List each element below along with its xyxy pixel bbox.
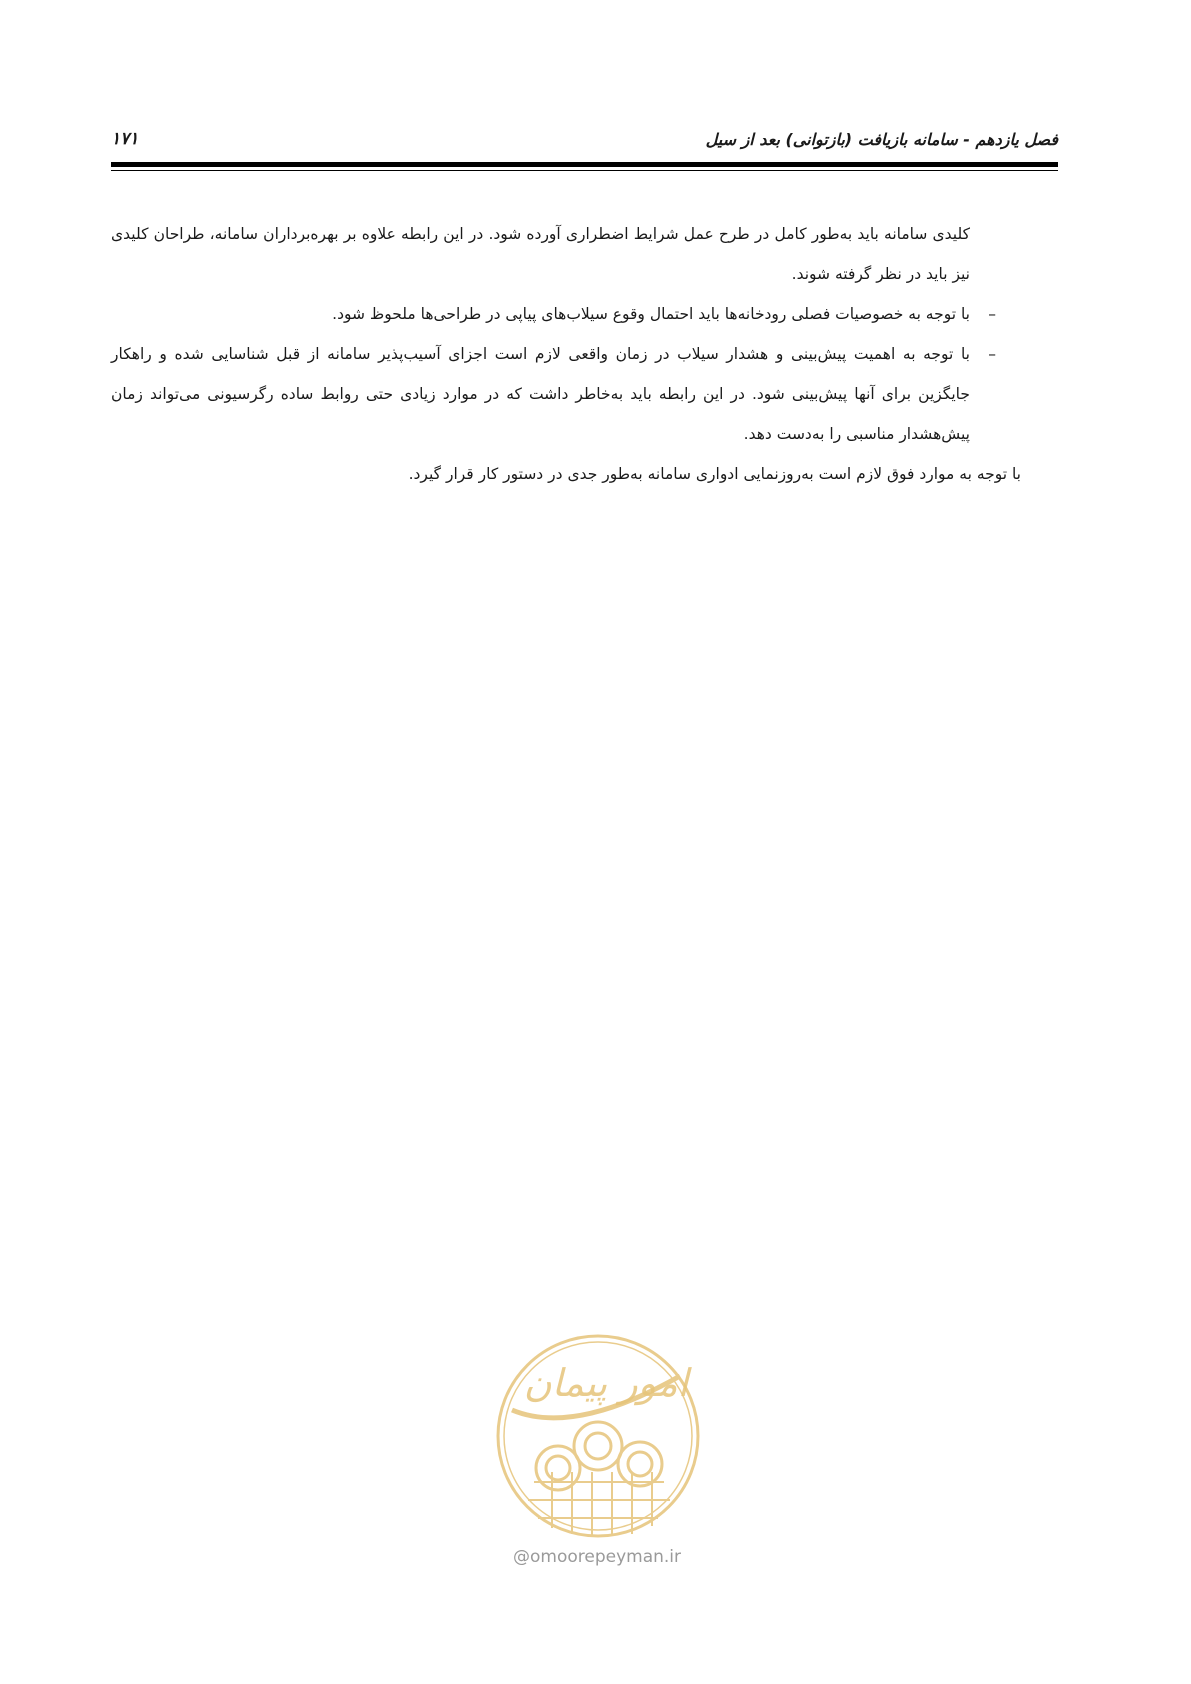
- watermark-url-text: omoorepeyman.ir: [529, 1547, 682, 1567]
- header-rule-thick: [111, 162, 1058, 167]
- watermark-logo-text: امور پیمان: [523, 1361, 689, 1405]
- intro-paragraph: کلیدی سامانه باید به‌طور کامل در طرح عمل شرایط اضطراری آورده شود. در این رابطه علاوه بر بهره‌برداران سامانه، طراحان کلیدی نیز باید در نظر گرفته شوند.: [111, 225, 970, 283]
- running-header: [111, 126, 1058, 152]
- at-icon: @: [512, 1547, 530, 1567]
- page-number: ۱۷۱: [111, 129, 139, 149]
- bullet-text: با توجه به اهمیت پیش‌بینی و هشدار سیلاب در زمان واقعی لازم است اجزای آسیب‌پذیر سامانه از قبل شناسایی شده و راهکار جایگزین برای آنها پیش‌بینی شود. در این رابطه باید به‌خاطر داشت که در موارد زیادی حتی روابط ساده رگرسیونی می‌تواند زمان پیش‌هشدار مناسبی را به‌دست دهد.: [111, 345, 970, 443]
- bullet-dash: –: [988, 345, 996, 363]
- bullet-item: [111, 294, 1058, 334]
- bullet-dash: –: [988, 305, 996, 323]
- body-text: [111, 214, 1058, 494]
- watermark-logo: [494, 1332, 702, 1540]
- watermark-url: [492, 1547, 702, 1567]
- header-rule-thin: [111, 170, 1058, 171]
- chapter-title: فصل یازدهم - سامانه بازیافت (بازتوانی) بعد از سیل: [705, 129, 1058, 149]
- bullet-text: با توجه به خصوصیات فصلی رودخانه‌ها باید احتمال وقوع سیلاب‌های پیاپی در طراحی‌ها ملحوظ شود.: [332, 305, 970, 323]
- closing-paragraph: با توجه به موارد فوق لازم است به‌روزنمایی ادواری سامانه به‌طور جدی در دستور کار قرار گیرد.: [408, 465, 1021, 483]
- bullet-item: [111, 334, 1058, 454]
